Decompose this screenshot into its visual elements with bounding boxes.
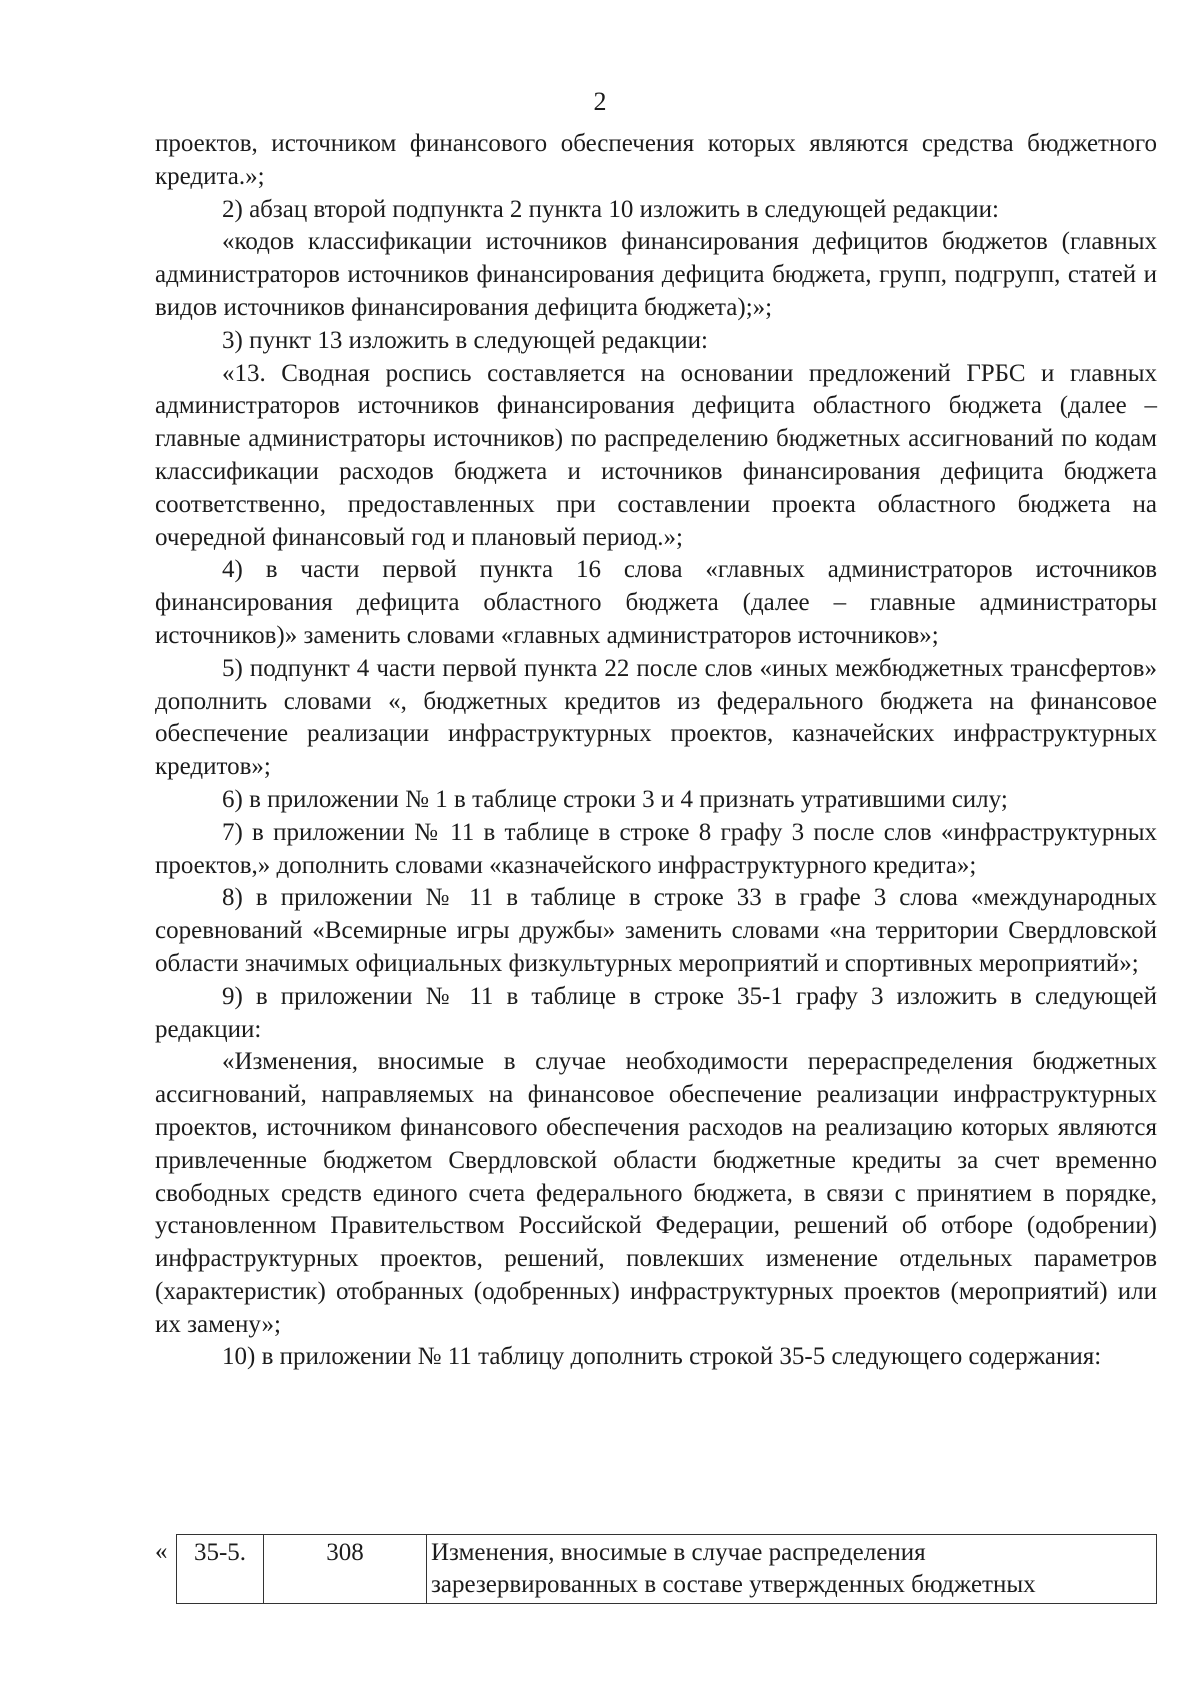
- paragraph-item-3: 3) пункт 13 изложить в следующей редакции:: [222, 326, 708, 354]
- table-row: [177, 1535, 1157, 1604]
- description-line-2: зарезервированных в составе утвержденных бюджетных: [431, 1571, 1036, 1598]
- code-cell: 308: [264, 1535, 427, 1604]
- row-number-cell: 35-5.: [177, 1535, 264, 1604]
- document-body: [155, 128, 1157, 1374]
- paragraph-item-7: 7) в приложении № 11 в таблице в строке 8 графу 3 после слов «инфраструктурных проектов,» дополнить словами «казначейского инфраструктурного кредита»;: [155, 818, 1157, 879]
- description-line-1: Изменения, вносимые в случае распределения: [431, 1539, 926, 1566]
- paragraph-item-10: 10) в приложении № 11 таблицу дополнить строкой 35-5 следующего содержания:: [222, 1343, 1102, 1371]
- paragraph-item-9: 9) в приложении № 11 в таблице в строке 35-1 графу 3 изложить в следующей редакции:: [155, 982, 1157, 1043]
- paragraph-item-2: 2) абзац второй подпункта 2 пункта 10 изложить в следующей редакции:: [222, 195, 999, 223]
- paragraph-item-6: 6) в приложении № 1 в таблице строки 3 и 4 признать утратившими силу;: [222, 785, 1008, 813]
- page-number: 2: [593, 87, 607, 116]
- description-cell: [427, 1535, 1157, 1604]
- paragraph-item-9-quote: «Изменения, вносимые в случае необходимости перераспределения бюджетных ассигнований, направляемых на финансовое обеспечение реализации инфраструктурных проектов, источником финансового обеспечения расходов на реализацию которых являются привлеченные бюджетом Свердловской области бюджетные кредиты за счет временно свободных средств единого счета федерального бюджета, в связи с принятием в порядке, установленном Правительством Российской Федерации, решений об отборе (одобрении) инфраструктурных проектов, решений, повлекших изменение отдельных параметров (характеристик) отобранных (одобренных) инфраструктурных проектов (мероприятий) или их замену»;: [155, 1048, 1157, 1338]
- table-open-quote: «: [155, 1538, 168, 1565]
- paragraph-item-5: 5) подпункт 4 части первой пункта 22 после слов «иных межбюджетных трансфертов» дополнить словами «, бюджетных кредитов из федерального бюджета на финансовое обеспечение реализации инфраструктурных проектов, казначейских инфраструктурных кредитов»;: [155, 654, 1157, 781]
- paragraph-item-4: 4) в части первой пункта 16 слова «главных администраторов источников финансирования дефицита областного бюджета (далее – главные администраторы источников)» заменить словами «главных администраторов источников»;: [155, 556, 1157, 649]
- paragraph-item-8: 8) в приложении № 11 в таблице в строке 33 в графе 3 слова «международных соревнований «Всемирные игры дружбы» заменить словами «на территории Свердловской области значимых официальных физкультурных мероприятий и спортивных мероприятий»;: [155, 884, 1157, 977]
- paragraph-item-3-quote: «13. Сводная роспись составляется на основании предложений ГРБС и главных администраторов источников финансирования дефицита областного бюджета (далее – главные администраторы источников) по распределению бюджетных ассигнований по кодам классификации расходов бюджета и источников финансирования дефицита бюджета соответственно, предоставленных при составлении проекта областного бюджета на очередной финансовый год и плановый период.»;: [155, 359, 1157, 551]
- amendment-table-block: [155, 1534, 1157, 1608]
- paragraph-continuation: проектов, источником финансового обеспечения которых являются средства бюджетного кредита.»;: [155, 130, 1157, 190]
- amendment-table: [176, 1534, 1157, 1604]
- paragraph-item-2-quote: «кодов классификации источников финансирования дефицитов бюджетов (главных администраторов источников финансирования дефицита бюджета, групп, подгрупп, статей и видов источников финансирования дефицита бюджета);»;: [155, 228, 1157, 321]
